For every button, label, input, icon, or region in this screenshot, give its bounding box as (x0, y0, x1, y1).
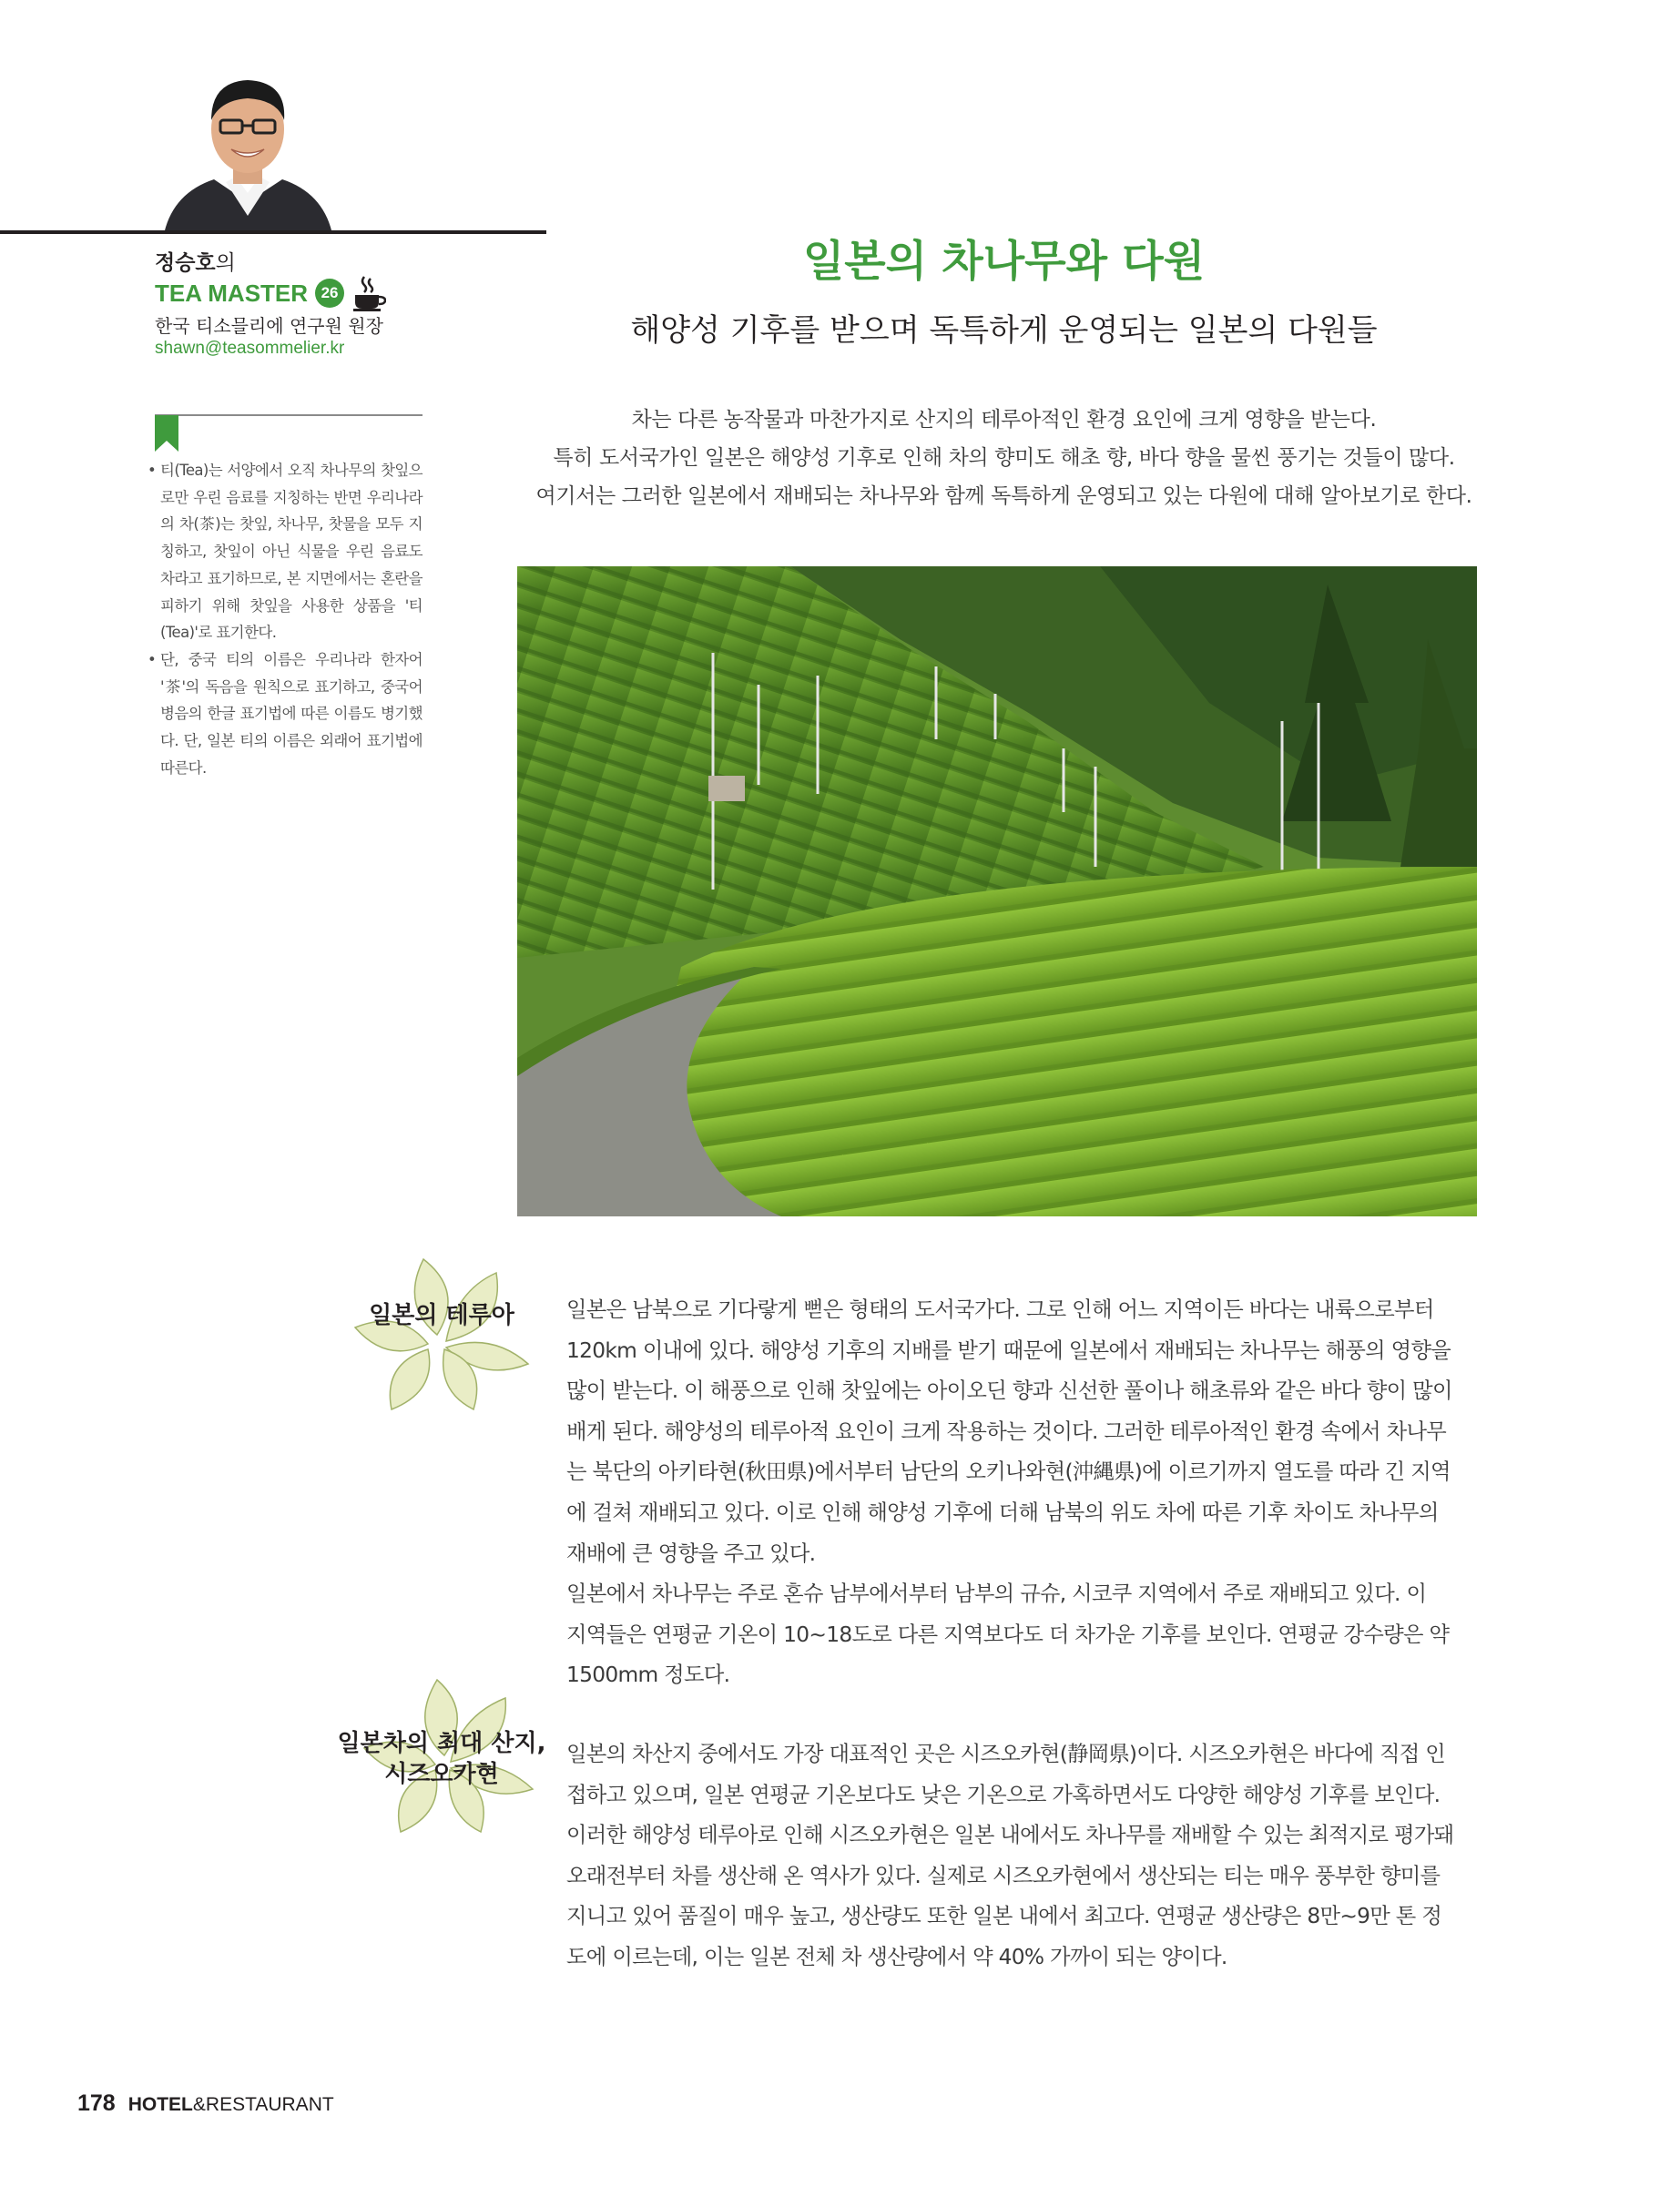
section-body-shizuoka (566, 1734, 1477, 1978)
tea-plantation-photo (517, 566, 1477, 1216)
body-line: 접하고 있으며, 일본 연평균 기온보다도 낮은 기온으로 가혹하면서도 다양한 해양성 기후를 보인다. (566, 1782, 1441, 1807)
body-line: 일본은 남북으로 기다랗게 뻗은 형태의 도서국가다. 그로 인해 어느 지역이든 바다는 내륙으로부터 (566, 1297, 1434, 1322)
header-rule (0, 230, 546, 234)
article-title: 일본의 차나무와 다원 (802, 237, 1206, 287)
note-rule (155, 414, 423, 416)
side-note-item: • 티(Tea)는 서양에서 오직 차나무의 찻잎으로만 우린 음료를 지칭하는 반면 우리나라의 차(茶)는 찻잎, 차나무, 찻물을 모두 지칭하고, 찻잎이 아닌 식물을 우린 음료도 차라고 표기하므로, 본 지면에서는 혼란을 피하기 위해 찻잎을 사용한 상품을 '티(Tea)'로 표기한다. (148, 462, 423, 642)
body-line: 이러한 해양성 테루아로 인해 시즈오카현은 일본 내에서도 차나무를 재배할 수 있는 최적지로 평가돼 (566, 1823, 1454, 1848)
author-role: 한국 티소믈리에 연구원 원장 (155, 315, 383, 337)
body-line: 에 걸쳐 재배되고 있다. 이로 인해 해양성 기후에 더해 남북의 위도 차에 따른 기후 차이도 차나무의 (566, 1500, 1439, 1525)
section-label-shizuoka (337, 1675, 546, 1839)
section-label-text: 일본의 테루아 (369, 1302, 514, 1329)
body-line: 오래전부터 차를 생산해 온 역사가 있다. 실제로 시즈오카현에서 생산되는 티는 매우 풍부한 향미를 (566, 1863, 1441, 1888)
page-footer (77, 2090, 334, 2117)
tea-cup-icon (351, 275, 386, 311)
article-subtitle: 해양성 기후를 받으며 독특하게 운영되는 일본의 다원들 (630, 312, 1378, 349)
leaf-ornament-icon (337, 1255, 546, 1419)
section-body-terroir (566, 1290, 1477, 1696)
side-note (148, 457, 423, 781)
section-label-line: 일본차의 최대 산지, (337, 1730, 546, 1757)
article-lead (510, 401, 1498, 515)
column-title (155, 275, 386, 311)
body-line: 배게 된다. 해양성의 테루아적 요인이 크게 작용하는 것이다. 그러한 테루아적인 환경 속에서 차나무 (566, 1419, 1447, 1444)
section-label-terroir (337, 1255, 546, 1419)
magazine-name: HOTEL&RESTAURANT (127, 2094, 334, 2115)
author-portrait (155, 66, 341, 234)
lead-line: 특히 도서국가인 일본은 해양성 기후로 인해 차의 향미도 해초 향, 바다 향을 물씬 풍기는 것들이 많다. (553, 446, 1455, 470)
section-label-line: 시즈오카현 (384, 1761, 499, 1788)
section-label-text (337, 1728, 546, 1790)
body-line: 일본에서 차나무는 주로 혼슈 남부에서부터 남부의 규슈, 시코쿠 지역에서 주로 재배되고 있다. 이 (566, 1582, 1427, 1607)
lead-line: 여기서는 그러한 일본에서 재배되는 차나무와 함께 독특하게 운영되고 있는 다원에 대해 알아보기로 한다. (535, 484, 1472, 508)
body-line: 지니고 있어 품질이 매우 높고, 생산량도 또한 일본 내에서 최고다. 연평균 생산량은 8만~9만 톤 정 (566, 1904, 1442, 1929)
lead-line: 차는 다른 농작물과 마찬가지로 산지의 테루아적인 환경 요인에 크게 영향을 받는다. (631, 408, 1377, 432)
body-line: 1500mm 정도다. (566, 1663, 730, 1688)
body-line: 일본의 차산지 중에서도 가장 대표적인 곳은 시즈오카현(静岡県)이다. 시즈오카현은 바다에 직접 인 (566, 1742, 1446, 1766)
body-line: 120km 이내에 있다. 해양성 기후의 지배를 받기 때문에 일본에서 재배되는 차나무는 해풍의 영향을 (566, 1337, 1451, 1363)
body-line: 는 북단의 아키타현(秋田県)에서부터 남단의 오키나와현(沖縄県)에 이르기까지 열도를 따라 긴 지역 (566, 1459, 1451, 1485)
author-name: 정승호의 (155, 251, 236, 275)
bookmark-icon (155, 415, 178, 452)
column-title-text: TEA MASTER (155, 279, 309, 307)
side-note-item: • 단, 중국 티의 이름은 우리나라 한자어 '茶'의 독음을 원칙으로 표기하고, 중국어 병음의 한글 표기법에 따른 이름도 병기했다. 단, 일본 티의 이름은 외래어 표기법에 따른다. (148, 650, 423, 777)
body-line: 도에 이르는데, 이는 일본 전체 차 생산량에서 약 40% 가까이 되는 양이다. (566, 1944, 1227, 1969)
page-number: 178 (77, 2090, 116, 2116)
body-line: 재배에 큰 영향을 주고 있다. (566, 1541, 816, 1566)
issue-number-badge: 26 (315, 279, 344, 308)
body-line: 많이 받는다. 이 해풍으로 인해 찻잎에는 아이오딘 향과 신선한 풀이나 해초류와 같은 바다 향이 많이 (566, 1378, 1452, 1404)
body-line: 지역들은 연평균 기온이 10~18도로 다른 지역보다도 더 차가운 기후를 보인다. 연평균 강수량은 약 (566, 1622, 1450, 1647)
author-email-link[interactable]: shawn@teasommelier.kr (155, 339, 345, 358)
